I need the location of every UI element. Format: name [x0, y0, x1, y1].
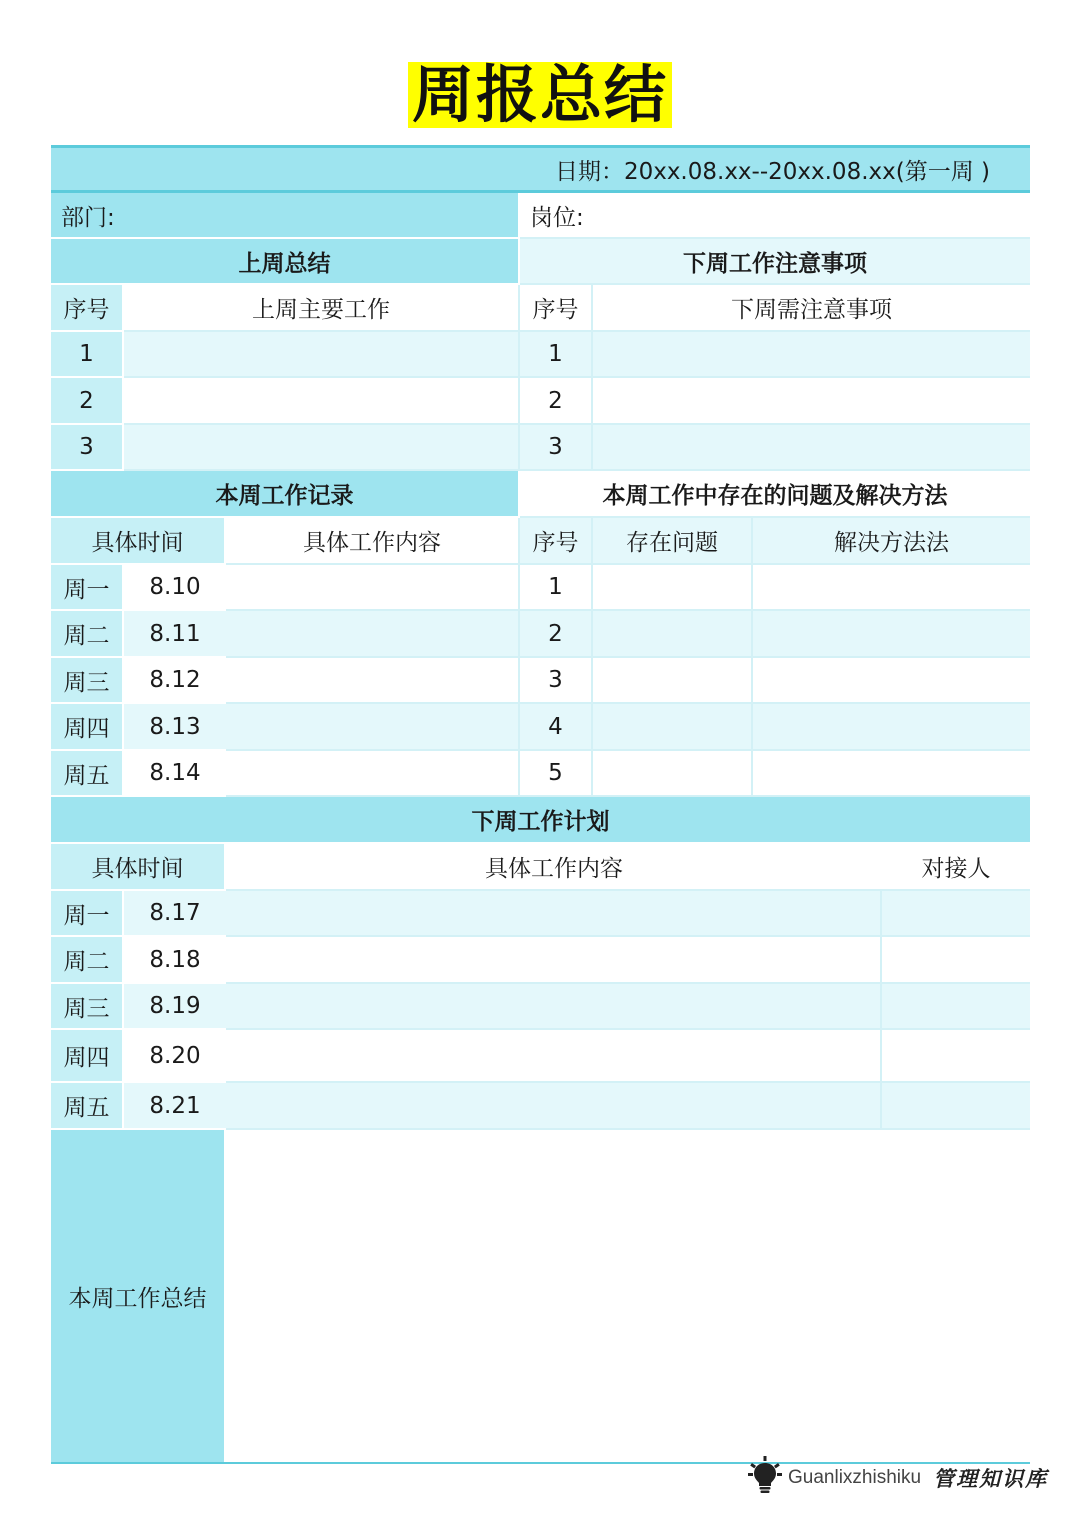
record-content-cell[interactable] [226, 704, 520, 751]
last-week-heading [51, 239, 520, 285]
this-week-record-heading-text: 本周工作记录 [215, 483, 354, 509]
plan-col-time [51, 844, 226, 891]
date-cell [124, 751, 226, 797]
summary-label: 本周工作总结 [68, 1285, 207, 1312]
date-text: 8.21 [149, 1092, 201, 1119]
col-content-text: 具体工作内容 [485, 856, 623, 882]
plan-contact-cell[interactable] [882, 937, 1030, 984]
date-text: 8.14 [149, 760, 201, 786]
problem-cell[interactable] [593, 704, 753, 751]
department-position-row [51, 193, 1030, 239]
row-number-text: 1 [548, 574, 563, 600]
weekday-cell [51, 937, 124, 984]
col-no-text: 序号 [63, 297, 110, 323]
table-row [51, 565, 1030, 611]
table-row [51, 984, 1030, 1030]
row-number-text: 2 [548, 620, 563, 647]
column-header-row-1 [51, 285, 1030, 332]
row-number [520, 611, 593, 658]
date-cell [124, 1030, 226, 1083]
brand-cn: 管理知识库 [933, 1466, 1049, 1491]
table-row [51, 611, 1030, 658]
summary-label-cell [51, 1130, 226, 1462]
next-attention-item-cell[interactable] [593, 332, 1030, 378]
weekday-cell [51, 891, 124, 937]
weekday-cell [51, 751, 124, 797]
solution-cell[interactable] [753, 565, 1030, 611]
table-row [51, 937, 1030, 984]
table-row [51, 1030, 1030, 1083]
section-header-row-1 [51, 239, 1030, 285]
col-content-text: 具体工作内容 [303, 530, 441, 556]
row-number-text: 2 [548, 387, 563, 414]
column-header-row-3 [51, 844, 1030, 891]
date-cell [124, 565, 226, 611]
this-week-record-heading [51, 471, 520, 518]
row-number-text: 5 [548, 760, 563, 786]
row-number [51, 425, 124, 471]
date-text: 8.13 [149, 713, 201, 740]
date-cell [124, 611, 226, 658]
record-col-time [51, 518, 226, 565]
weekday-text: 周三 [63, 669, 110, 696]
plan-col-content [226, 844, 882, 891]
row-number [520, 332, 593, 378]
plan-content-cell[interactable] [226, 984, 882, 1030]
row-number-text: 4 [548, 713, 563, 740]
column-header-row-2 [51, 518, 1030, 565]
weekday-text: 周二 [63, 949, 110, 975]
col-solution-text: 解决方法法 [834, 530, 949, 556]
row-number-text: 3 [548, 667, 563, 693]
plan-contact-cell[interactable] [882, 1083, 1030, 1130]
last-week-heading-text: 上周总结 [238, 250, 331, 277]
col-time-text: 具体时间 [91, 530, 184, 556]
record-content-cell[interactable] [226, 658, 520, 704]
row-number [520, 378, 593, 425]
table-row [51, 378, 1030, 425]
weekday-text: 周五 [63, 762, 110, 789]
weekday-cell [51, 704, 124, 751]
date-text: 8.19 [149, 993, 201, 1019]
date-text: 8.18 [149, 946, 201, 973]
date-text: 8.12 [149, 667, 201, 693]
solution-cell[interactable] [753, 704, 1030, 751]
weekday-text: 周一 [63, 902, 110, 929]
record-content-cell[interactable] [226, 565, 520, 611]
department-field[interactable] [51, 193, 520, 239]
plan-contact-cell[interactable] [882, 891, 1030, 937]
plan-content-cell[interactable] [226, 937, 882, 984]
next-attention-item-cell[interactable] [593, 425, 1030, 471]
department-label: 部门: [61, 204, 115, 231]
date-row [51, 145, 1030, 193]
problem-cell[interactable] [593, 565, 753, 611]
next-attention-heading-text: 下周工作注意事项 [683, 250, 867, 277]
summary-row [51, 1130, 1030, 1462]
page-title: 周报总结 [408, 62, 672, 128]
col-no-text: 序号 [532, 297, 579, 323]
last-week-work-cell[interactable] [124, 332, 520, 378]
problems-col-problem [593, 518, 753, 565]
problems-col-no [520, 518, 593, 565]
problem-cell[interactable] [593, 611, 753, 658]
next-plan-heading [51, 797, 1030, 844]
plan-content-cell[interactable] [226, 891, 882, 937]
problems-col-solution [753, 518, 1030, 565]
weekday-text: 周五 [63, 1095, 110, 1121]
solution-cell[interactable] [753, 751, 1030, 797]
date-text: 8.20 [149, 1042, 201, 1069]
last-week-col-no [51, 285, 124, 332]
next-attention-col-no [520, 285, 593, 332]
position-label: 岗位: [530, 204, 584, 231]
row-number-text: 1 [548, 341, 563, 367]
col-no-text: 序号 [532, 530, 579, 556]
plan-col-contact [882, 844, 1030, 891]
row-number-text: 3 [548, 434, 563, 460]
next-attention-col-item [593, 285, 1030, 332]
date-cell [124, 704, 226, 751]
row-number-text: 2 [79, 387, 94, 414]
weekday-text: 周二 [63, 623, 110, 649]
weekday-cell [51, 984, 124, 1030]
col-time-text: 具体时间 [91, 856, 184, 882]
weekday-text: 周四 [63, 1045, 110, 1071]
brand-footer [748, 1455, 1048, 1501]
table-row [51, 751, 1030, 797]
row-number [520, 565, 593, 611]
title-wrap [0, 58, 1080, 131]
next-attention-heading [520, 239, 1030, 285]
row-number [520, 751, 593, 797]
weekday-text: 周三 [63, 995, 110, 1022]
row-number [520, 425, 593, 471]
row-number [51, 378, 124, 425]
solution-cell[interactable] [753, 611, 1030, 658]
date-line[interactable]: 日期：20xx.08.xx--20xx.08.xx(第一周 ) [554, 158, 990, 185]
weekday-cell [51, 565, 124, 611]
plan-contact-cell[interactable] [882, 1030, 1030, 1083]
date-cell [124, 937, 226, 984]
plan-content-cell[interactable] [226, 1083, 882, 1130]
record-col-content [226, 518, 520, 565]
date-cell [124, 1083, 226, 1130]
table-row [51, 332, 1030, 378]
next-attention-item-cell[interactable] [593, 378, 1030, 425]
last-week-col-work [124, 285, 520, 332]
section-header-row-3 [51, 797, 1030, 844]
date-cell [124, 984, 226, 1030]
date-cell [124, 658, 226, 704]
row-number [520, 704, 593, 751]
col-item-text: 下周需注意事项 [731, 297, 892, 323]
record-content-cell[interactable] [226, 751, 520, 797]
weekday-cell [51, 658, 124, 704]
problem-cell[interactable] [593, 751, 753, 797]
col-problem-text: 存在问题 [626, 530, 718, 556]
record-content-cell[interactable] [226, 611, 520, 658]
col-contact-text: 对接人 [921, 856, 991, 882]
section-header-row-2 [51, 471, 1030, 518]
date-text: 8.11 [149, 620, 201, 647]
date-text: 8.17 [149, 900, 201, 926]
table-row [51, 425, 1030, 471]
date-text: 8.10 [149, 574, 201, 600]
row-number [520, 658, 593, 704]
solution-cell[interactable] [753, 658, 1030, 704]
row-number [51, 332, 124, 378]
weekday-text: 周一 [63, 576, 110, 603]
next-plan-heading-text: 下周工作计划 [471, 809, 610, 835]
weekday-cell [51, 611, 124, 658]
weekday-cell [51, 1083, 124, 1130]
row-number-text: 1 [79, 341, 94, 367]
row-number-text: 3 [79, 434, 94, 460]
lightbulb-icon [748, 1456, 782, 1500]
brand-en: Guanlixzhishiku [788, 1467, 922, 1488]
table-row [51, 891, 1030, 937]
table-row [51, 658, 1030, 704]
position-field[interactable] [520, 193, 1030, 239]
last-week-work-cell[interactable] [124, 378, 520, 425]
date-cell [124, 891, 226, 937]
weekday-text: 周四 [63, 716, 110, 742]
problem-cell[interactable] [593, 658, 753, 704]
problems-heading [520, 471, 1030, 518]
summary-content-area[interactable] [226, 1130, 1030, 1462]
problems-heading-text: 本周工作中存在的问题及解决方法 [602, 483, 948, 509]
weekday-cell [51, 1030, 124, 1083]
table-row [51, 704, 1030, 751]
plan-content-cell[interactable] [226, 1030, 882, 1083]
plan-contact-cell[interactable] [882, 984, 1030, 1030]
table-row [51, 1083, 1030, 1130]
last-week-work-cell[interactable] [124, 425, 520, 471]
col-work-text: 上周主要工作 [252, 297, 390, 323]
